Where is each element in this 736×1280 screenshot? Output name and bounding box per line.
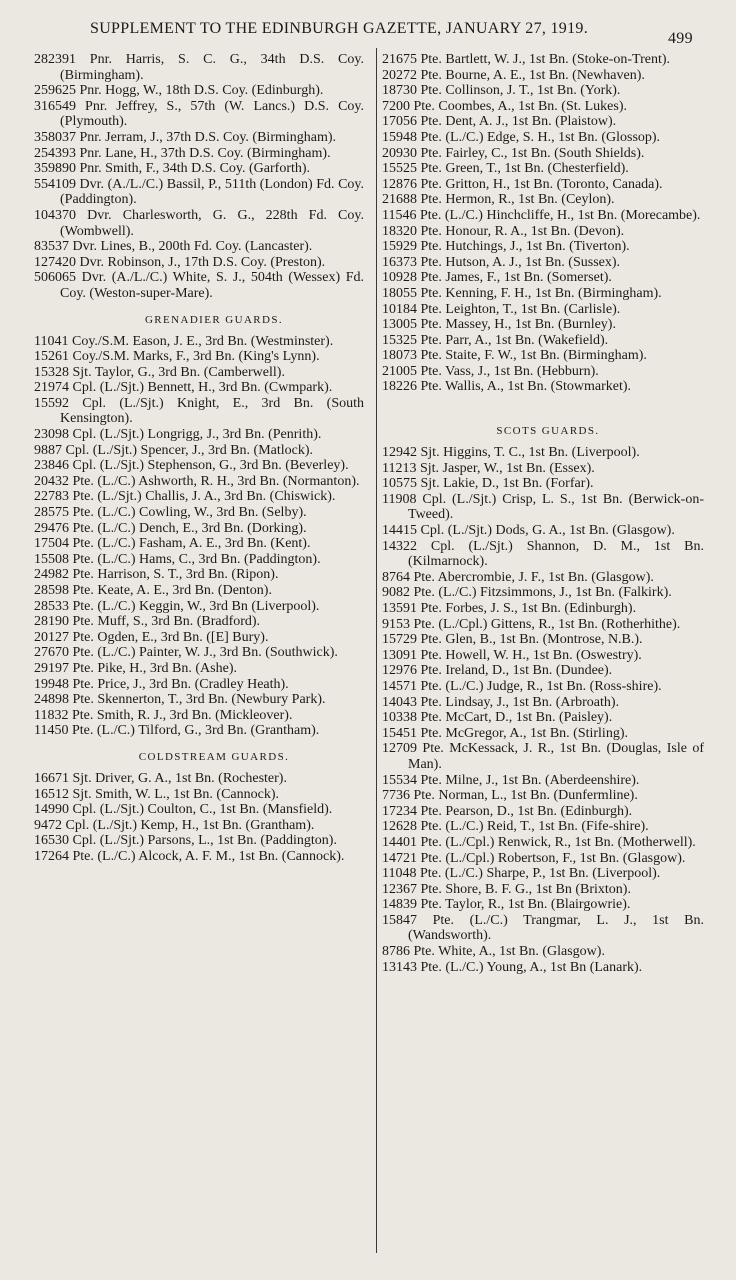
roll-entry: 11908 Cpl. (L./Sjt.) Crisp, L. S., 1st Bn. (Berwick-on-Tweed). (382, 491, 704, 523)
roll-entry: 359890 Pnr. Smith, F., 34th D.S. Coy. (Garforth). (34, 161, 311, 177)
roll-entry: 28190 Pte. Muff, S., 3rd Bn. (Bradford). (34, 614, 261, 630)
roll-entry: 22783 Pte. (L./Sjt.) Challis, J. A., 3rd Bn. (Chiswick). (34, 489, 336, 505)
roll-entry: 15592 Cpl. (L./Sjt.) Knight, E., 3rd Bn. (South Kensington). (34, 395, 364, 427)
roll-entry: 11546 Pte. (L./C.) Hinchcliffe, H., 1st Bn. (Morecambe). (382, 207, 701, 223)
spacer (34, 739, 364, 751)
roll-entry: 282391 Pnr. Harris, S. C. G., 34th D.S. Coy. (Birmingham). (34, 52, 364, 83)
roll-entry: 10575 Sjt. Lakie, D., 1st Bn. (Forfar). (382, 476, 594, 492)
roll-entry: 17264 Pte. (L./C.) Alcock, A. F. M., 1st Bn. (Cannock). (34, 848, 345, 864)
roll-entry: 18073 Pte. Staite, F. W., 1st Bn. (Birmingham). (382, 348, 647, 364)
right-block-1 (382, 52, 704, 395)
spacer (34, 326, 364, 334)
roll-entry: 15525 Pte. Green, T., 1st Bn. (Chesterfield). (382, 161, 629, 177)
roll-entry: 12876 Pte. Gritton, H., 1st Bn. (Toronto, Canada). (382, 176, 663, 192)
roll-entry: 11048 Pte. (L./C.) Sharpe, P., 1st Bn. (Liverpool). (382, 866, 661, 882)
roll-entry: 13091 Pte. Howell, W. H., 1st Bn. (Oswestry). (382, 647, 642, 663)
roll-entry: 21974 Cpl. (L./Sjt.) Bennett, H., 3rd Bn. (Cwmpark). (34, 380, 333, 396)
roll-entry: 18226 Pte. Wallis, A., 1st Bn. (Stowmarket). (382, 379, 632, 395)
section-heading-coldstream-guards: COLDSTREAM GUARDS. (138, 750, 290, 763)
roll-entry: 12942 Sjt. Higgins, T. C., 1st Bn. (Liverpool). (382, 445, 640, 461)
roll-entry: 23098 Cpl. (L./Sjt.) Longrigg, J., 3rd Bn. (Penrith). (34, 427, 322, 443)
roll-entry: 16671 Sjt. Driver, G. A., 1st Bn. (Rochester). (34, 770, 287, 786)
roll-entry: 24898 Pte. Skennerton, T., 3rd Bn. (Newbury Park). (34, 692, 326, 708)
roll-entry: 20432 Pte. (L./C.) Ashworth, R. H., 3rd Bn. (Normanton). (34, 473, 360, 489)
roll-entry: 12709 Pte. McKessack, J. R., 1st Bn. (Douglas, Isle of Man). (382, 741, 704, 772)
roll-entry: 15534 Pte. Milne, J., 1st Bn. (Aberdeenshire). (382, 772, 640, 788)
roll-entry: 9153 Pte. (L./Cpl.) Gittens, R., 1st Bn. (Rotherhithe). (382, 616, 681, 632)
roll-entry: 15325 Pte. Parr, A., 1st Bn. (Wakefield). (382, 332, 609, 348)
roll-entry: 17504 Pte. (L./C.) Fasham, A. E., 3rd Bn. (Kent). (34, 536, 311, 552)
roll-entry: 13143 Pte. (L./C.) Young, A., 1st Bn (Lanark). (382, 959, 643, 975)
roll-entry: 14990 Cpl. (L./Sjt.) Coulton, C., 1st Bn. (Mansfield). (34, 802, 333, 818)
roll-entry: 20127 Pte. Ogden, E., 3rd Bn. ([E] Bury). (34, 629, 269, 645)
roll-entry: 104370 Dvr. Charlesworth, G. G., 228th Fd. Coy. (Wombwell). (34, 207, 364, 239)
roll-entry: 554109 Dvr. (A./L./C.) Bassil, P., 511th (London) Fd. Coy. (Paddington). (34, 176, 364, 208)
roll-entry: 15948 Pte. (L./C.) Edge, S. H., 1st Bn. (Glossop). (382, 129, 661, 145)
roll-entry: 9082 Pte. (L./C.) Fitzsimmons, J., 1st Bn. (Falkirk). (382, 585, 672, 601)
roll-entry: 19948 Pte. Price, J., 3rd Bn. (Cradley Heath). (34, 676, 289, 692)
roll-entry: 12628 Pte. (L./C.) Reid, T., 1st Bn. (Fife-shire). (382, 819, 649, 835)
roll-entry: 27670 Pte. (L./C.) Painter, W. J., 3rd Bn. (Southwick). (34, 645, 338, 661)
roll-entry: 11041 Coy./S.M. Eason, J. E., 3rd Bn. (Westminster). (34, 333, 334, 349)
roll-entry: 21688 Pte. Hermon, R., 1st Bn. (Ceylon). (382, 192, 615, 208)
roll-entry: 14415 Cpl. (L./Sjt.) Dods, G. A., 1st Bn. (Glasgow). (382, 523, 675, 539)
roll-entry: 15328 Sjt. Taylor, G., 3rd Bn. (Camberwell). (34, 364, 285, 380)
roll-entry: 29197 Pte. Pike, H., 3rd Bn. (Ashe). (34, 660, 237, 676)
roll-entry: 316549 Pnr. Jeffrey, S., 57th (W. Lancs.) D.S. Coy. (Plymouth). (34, 98, 364, 130)
roll-entry: 9472 Cpl. (L./Sjt.) Kemp, H., 1st Bn. (Grantham). (34, 817, 315, 833)
roll-entry: 358037 Pnr. Jerram, J., 37th D.S. Coy. (Birmingham). (34, 129, 337, 145)
roll-entry: 11832 Pte. Smith, R. J., 3rd Bn. (Mickleover). (34, 707, 293, 723)
spacer (34, 763, 364, 771)
roll-entry: 15451 Pte. McGregor, A., 1st Bn. (Stirling). (382, 725, 628, 741)
page-header (0, 14, 736, 47)
roll-entry: 14401 Pte. (L./Cpl.) Renwick, R., 1st Bn. (Motherwell). (382, 834, 696, 850)
roll-entry: 14839 Pte. Taylor, R., 1st Bn. (Blairgowrie). (382, 897, 631, 913)
roll-entry: 20272 Pte. Bourne, A. E., 1st Bn. (Newhaven). (382, 67, 645, 83)
left-block-3 (34, 771, 364, 865)
roll-entry: 17056 Pte. Dent, A. J., 1st Bn. (Plaistow). (382, 114, 617, 130)
spacer (382, 395, 704, 425)
roll-entry: 7200 Pte. Coombes, A., 1st Bn. (St. Lukes). (382, 98, 628, 114)
roll-entry: 13591 Pte. Forbes, J. S., 1st Bn. (Edinburgh). (382, 601, 637, 616)
spacer (34, 302, 364, 314)
roll-entry: 12367 Pte. Shore, B. F. G., 1st Bn (Brixton). (382, 881, 631, 897)
roll-entry: 8764 Pte. Abercrombie, J. F., 1st Bn. (Glasgow). (382, 569, 654, 585)
roll-entry: 23846 Cpl. (L./Sjt.) Stephenson, G., 3rd Bn. (Beverley). (34, 458, 349, 474)
roll-entry: 15261 Coy./S.M. Marks, F., 3rd Bn. (King's Lynn). (34, 349, 320, 365)
roll-entry: 29476 Pte. (L./C.) Dench, E., 3rd Bn. (Dorking). (34, 520, 307, 536)
roll-entry: 83537 Dvr. Lines, B., 200th Fd. Coy. (Lancaster). (34, 239, 313, 255)
roll-entry: 14043 Pte. Lindsay, J., 1st Bn. (Arbroath). (382, 694, 620, 710)
roll-entry: 14322 Cpl. (L./Sjt.) Shannon, D. M., 1st Bn. (Kilmarnock). (382, 538, 704, 570)
roll-entry: 21675 Pte. Bartlett, W. J., 1st Bn. (Stoke-on-Trent). (382, 52, 671, 67)
roll-entry: 10928 Pte. James, F., 1st Bn. (Somerset). (382, 270, 612, 286)
roll-entry: 506065 Dvr. (A./L./C.) White, S. J., 504th (Wessex) Fd. Coy. (Weston-super-Mare). (34, 270, 364, 301)
left-block-2 (34, 334, 364, 739)
page-number: 499 (668, 30, 693, 47)
roll-entry: 16512 Sjt. Smith, W. L., 1st Bn. (Cannock). (34, 786, 280, 802)
right-column (382, 52, 704, 975)
roll-entry: 14721 Pte. (L./Cpl.) Robertson, F., 1st Bn. (Glasgow). (382, 850, 686, 866)
roll-entry: 24982 Pte. Harrison, S. T., 3rd Bn. (Ripon). (34, 567, 279, 583)
roll-entry: 28575 Pte. (L./C.) Cowling, W., 3rd Bn. (Selby). (34, 505, 307, 521)
left-column (34, 52, 364, 865)
roll-entry: 7736 Pte. Norman, L., 1st Bn. (Dunfermline). (382, 788, 638, 804)
roll-entry: 15929 Pte. Hutchings, J., 1st Bn. (Tiverton). (382, 239, 630, 255)
roll-entry: 16530 Cpl. (L./Sjt.) Parsons, L., 1st Bn. (Paddington). (34, 833, 337, 849)
roll-entry: 16373 Pte. Hutson, A. J., 1st Bn. (Sussex). (382, 254, 621, 270)
roll-entry: 11450 Pte. (L./C.) Tilford, G., 3rd Bn. (Grantham). (34, 723, 320, 739)
roll-entry: 18055 Pte. Kenning, F. H., 1st Bn. (Birmingham). (382, 285, 662, 301)
page-title: SUPPLEMENT TO THE EDINBURGH GAZETTE, JANUARY 27, 1919. (90, 20, 588, 37)
roll-entry: 8786 Pte. White, A., 1st Bn. (Glasgow). (382, 944, 605, 960)
section-heading-scots-guards: SCOTS GUARDS. (496, 425, 600, 438)
roll-entry: 18730 Pte. Collinson, J. T., 1st Bn. (York). (382, 83, 621, 99)
roll-entry: 15508 Pte. (L./C.) Hams, C., 3rd Bn. (Paddington). (34, 551, 321, 567)
roll-entry: 17234 Pte. Pearson, D., 1st Bn. (Edinburgh). (382, 803, 633, 819)
roll-entry: 12976 Pte. Ireland, D., 1st Bn. (Dundee). (382, 663, 613, 679)
roll-entry: 18320 Pte. Honour, R. A., 1st Bn. (Devon). (382, 223, 625, 239)
roll-entry: 15847 Pte. (L./C.) Trangmar, L. J., 1st Bn. (Wandsworth). (382, 912, 704, 944)
roll-entry: 14571 Pte. (L./C.) Judge, R., 1st Bn. (Ross-shire). (382, 678, 662, 694)
roll-entry: 15729 Pte. Glen, B., 1st Bn. (Montrose, N.B.). (382, 632, 643, 648)
section-heading-grenadier-guards: GRENADIER GUARDS. (144, 313, 284, 326)
roll-entry: 127420 Dvr. Robinson, J., 17th D.S. Coy. (Preston). (34, 254, 326, 270)
roll-entry: 10184 Pte. Leighton, T., 1st Bn. (Carlisle). (382, 301, 621, 317)
roll-entry: 259625 Pnr. Hogg, W., 18th D.S. Coy. (Edinburgh). (34, 83, 324, 99)
roll-entry: 20930 Pte. Fairley, C., 1st Bn. (South Shields). (382, 145, 645, 161)
left-block-1 (34, 52, 364, 302)
roll-entry: 13005 Pte. Massey, H., 1st Bn. (Burnley). (382, 317, 616, 333)
roll-entry: 10338 Pte. McCart, D., 1st Bn. (Paisley). (382, 710, 613, 726)
roll-entry: 11213 Sjt. Jasper, W., 1st Bn. (Essex). (382, 460, 595, 476)
spacer (382, 437, 704, 445)
column-divider (376, 48, 377, 1253)
roll-entry: 9887 Cpl. (L./Sjt.) Spencer, J., 3rd Bn. (Matlock). (34, 442, 314, 458)
roll-entry: 28598 Pte. Keate, A. E., 3rd Bn. (Denton). (34, 583, 272, 598)
roll-entry: 28533 Pte. (L./C.) Keggin, W., 3rd Bn (Liverpool). (34, 598, 320, 614)
right-block-2 (382, 445, 704, 975)
roll-entry: 254393 Pnr. Lane, H., 37th D.S. Coy. (Birmingham). (34, 145, 331, 161)
roll-entry: 21005 Pte. Vass, J., 1st Bn. (Hebburn). (382, 363, 599, 379)
